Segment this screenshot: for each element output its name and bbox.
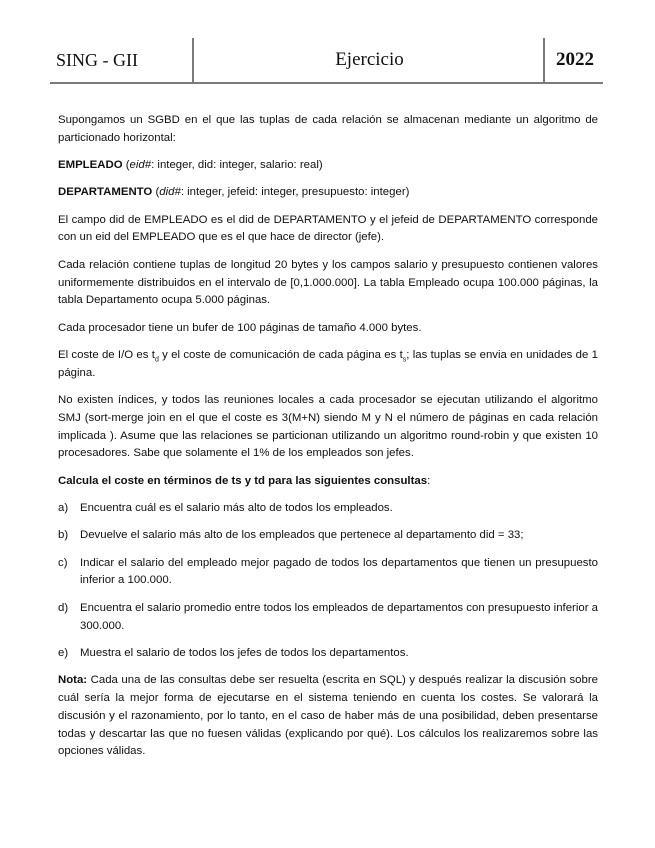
relation-name: EMPLEADO bbox=[58, 159, 123, 172]
intro-paragraph: Supongamos un SGBD en el que las tuplas de cada relación se almacenan mediante un algoritmo de particionado horizontal: bbox=[58, 114, 598, 144]
question-item bbox=[58, 645, 598, 663]
question-item bbox=[58, 600, 598, 636]
question-text: Encuentra cuál es el salario más alto de todos los empleados. bbox=[80, 502, 393, 515]
question-label: d) bbox=[58, 601, 69, 614]
exercise-body bbox=[58, 112, 598, 771]
schema-attributes: : integer, jefeid: integer, presupuesto: integer) bbox=[180, 186, 410, 199]
header-divider bbox=[543, 38, 545, 82]
schema-open: ( bbox=[152, 186, 160, 199]
cost-subscript: d bbox=[154, 356, 159, 364]
question-item bbox=[58, 500, 598, 518]
question-item bbox=[58, 555, 598, 591]
paragraph-tuples: Cada relación contiene tuplas de longitud 20 bytes y los campos salario y presupuesto contienen valores uniformemente distribuidos en el intervalo de [0,1.000.000]. La tabla Empleado ocupa 100.000 páginas, la tabla Departamento ocupa 5.000 páginas. bbox=[58, 258, 598, 307]
question-label: a) bbox=[58, 502, 69, 515]
question-text: Muestra el salario de todos los jefes de todos los departamentos. bbox=[80, 646, 409, 659]
note-text: Cada una de las consultas debe ser resuelta (escrita en SQL) y después realizar la discusión sobre cuál sería la mejor forma de ejecutarse en el sistema teniendo en cuenta los costes. Se valorará la discusión y el razonamiento, por lo tanto, en el caso de haber más de una posibilidad, deben presentarse todas y descartar las que no fuesen válidas (explicando por qué). Los cálculos los realizaremos sobre las opciones válidas. bbox=[58, 674, 598, 758]
paragraph-costs bbox=[58, 347, 598, 383]
header-divider bbox=[192, 38, 194, 82]
primary-key: did# bbox=[159, 186, 181, 199]
schema-empleado bbox=[58, 157, 598, 175]
paragraph-buffer: Cada procesador tiene un bufer de 100 páginas de tamaño 4.000 bytes. bbox=[58, 321, 422, 334]
header-table bbox=[50, 38, 603, 84]
relation-name: DEPARTAMENTO bbox=[58, 186, 153, 199]
schema-open: ( bbox=[122, 159, 130, 172]
question-label: c) bbox=[58, 556, 68, 569]
document-title: Ejercicio bbox=[335, 49, 404, 70]
course-code: SING - GII bbox=[56, 49, 138, 70]
question-text: Indicar el salario del empleado mejor pagado de todos los departamentos que tienen un presupuesto inferior a 100.000. bbox=[80, 556, 598, 587]
question-item bbox=[58, 527, 598, 545]
cost-text: ; las tuplas se envia en unidades de 1 página. bbox=[58, 348, 598, 379]
document-year: 2022 bbox=[556, 49, 594, 70]
questions-heading bbox=[58, 473, 598, 491]
paragraph-algorithm: No existen índices, y todos las reuniones locales a cada procesador se ejecutan utilizando el algoritmo SMJ (sort-merge join en el que el coste es 3(M+N) siendo M y N el número de páginas en cada relación implicada ). Asume que las relaciones se particionan utilizando un algoritmo round-robin y que existen 10 procesadores. Sabe que solamente el 1% de los empleados son jefes. bbox=[58, 394, 598, 460]
questions-heading-text: Calcula el coste en términos de ts y td para las siguientes consultas bbox=[58, 474, 428, 487]
questions-heading-colon: : bbox=[427, 474, 431, 487]
primary-key: eid# bbox=[129, 159, 152, 172]
schema-departamento bbox=[58, 184, 598, 202]
paragraph-relationship: El campo did de EMPLEADO es el did de DEPARTAMENTO y el jefeid de DEPARTAMENTO corresponde con un eid del EMPLEADO que es el que hace de director (jefe). bbox=[58, 213, 598, 244]
note-paragraph bbox=[58, 672, 598, 761]
cost-subscript: s bbox=[402, 356, 407, 364]
question-label: b) bbox=[58, 529, 69, 542]
questions-list bbox=[58, 500, 598, 663]
question-text: Devuelve el salario más alto de los empleados que pertenece al departamento did = 33; bbox=[80, 529, 524, 542]
note-label: Nota: bbox=[58, 674, 88, 687]
schema-attributes: : integer, did: integer, salario: real) bbox=[151, 159, 323, 172]
question-label: e) bbox=[58, 646, 69, 659]
cost-text: y el coste de comunicación de cada página es t bbox=[158, 348, 403, 361]
cost-text: El coste de I/O es t bbox=[58, 348, 155, 361]
question-text: Encuentra el salario promedio entre todos los empleados de departamentos con presupuesto inferior a 300.000. bbox=[80, 601, 598, 632]
